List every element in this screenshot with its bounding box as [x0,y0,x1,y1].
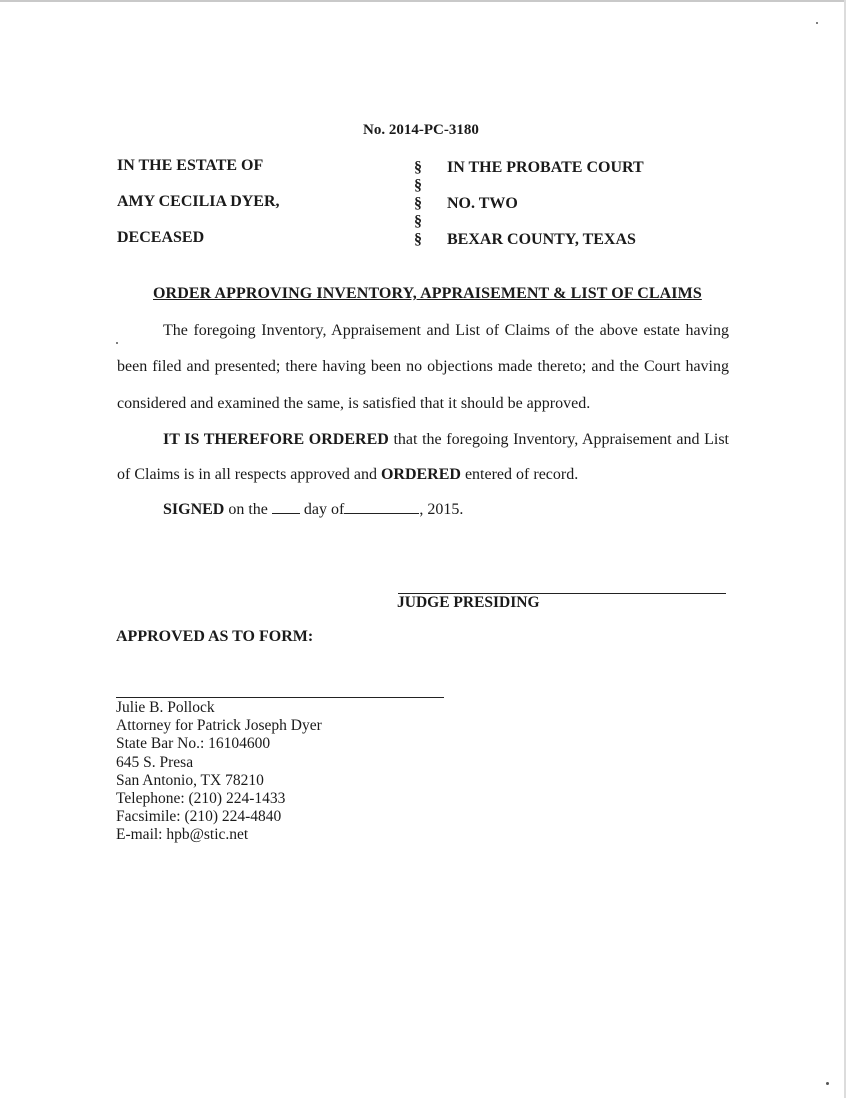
signed-line [163,501,463,519]
approved-as-to-form: APPROVED AS TO FORM: [116,628,314,645]
paragraph-2-line-2-start: of Claims is in all respects approved and [117,466,377,483]
attorney-street: 645 S. Presa [116,753,194,771]
attorney-email: E-mail: hpb@stic.net [116,826,249,844]
section-symbol: § [414,159,422,176]
signed-on-the: on the [228,501,268,518]
paragraph-2-line-2 [117,466,578,484]
attorney-bar-number: State Bar No.: 16104600 [116,735,271,753]
paragraph-2-line-1 [163,431,729,449]
caption-court-number: NO. TWO [447,195,518,212]
scan-speck [116,342,118,344]
ordered-bold: ORDERED [380,466,461,483]
ordered-lead: IT IS THEREFORE ORDERED [163,431,389,448]
judge-presiding-label: JUDGE PRESIDING [397,594,540,611]
scan-speck [826,1082,829,1085]
caption-court: IN THE PROBATE COURT [447,159,644,176]
paragraph-2-line-1-rest: that the foregoing Inventory, Appraisement and List [393,431,730,448]
paragraph-1-line-1: The foregoing Inventory, Appraisement and List of Claims of the above estate having [163,322,729,339]
section-symbol: § [414,231,422,248]
signed-bold: SIGNED [163,501,225,518]
order-title: ORDER APPROVING INVENTORY, APPRAISEMENT & LIST OF CLAIMS [153,285,702,302]
paragraph-2-line-2-end: entered of record. [464,466,579,483]
section-symbol: § [414,213,422,230]
scan-speck [816,22,818,24]
month-blank [344,501,419,514]
paragraph-1-line-3: considered and examined the same, is satisfied that it should be approved. [117,395,591,412]
scan-edge-top [0,0,846,2]
attorney-role: Attorney for Patrick Joseph Dyer [116,717,322,735]
attorney-facsimile: Facsimile: (210) 224-4840 [116,808,282,826]
day-blank [272,501,300,514]
caption-deceased: DECEASED [117,229,205,246]
section-symbol: § [414,195,422,212]
attorney-telephone: Telephone: (210) 224-1433 [116,790,286,808]
attorney-name: Julie B. Pollock [116,699,215,716]
attorney-block [116,699,322,845]
attorney-signature-line [116,697,444,698]
cause-number: No. 2014-PC-3180 [363,122,479,138]
signed-day-of: day of [303,501,345,518]
paragraph-1-line-2: been filed and presented; there having been no objections made thereto; and the Court having [117,358,729,375]
caption-estate-of: IN THE ESTATE OF [117,157,264,174]
caption-decedent-name: AMY CECILIA DYER, [117,193,280,210]
caption-county: BEXAR COUNTY, TEXAS [447,231,636,248]
signed-year: , 2015. [419,501,464,518]
section-symbol: § [414,177,422,194]
attorney-city: San Antonio, TX 78210 [116,771,264,789]
